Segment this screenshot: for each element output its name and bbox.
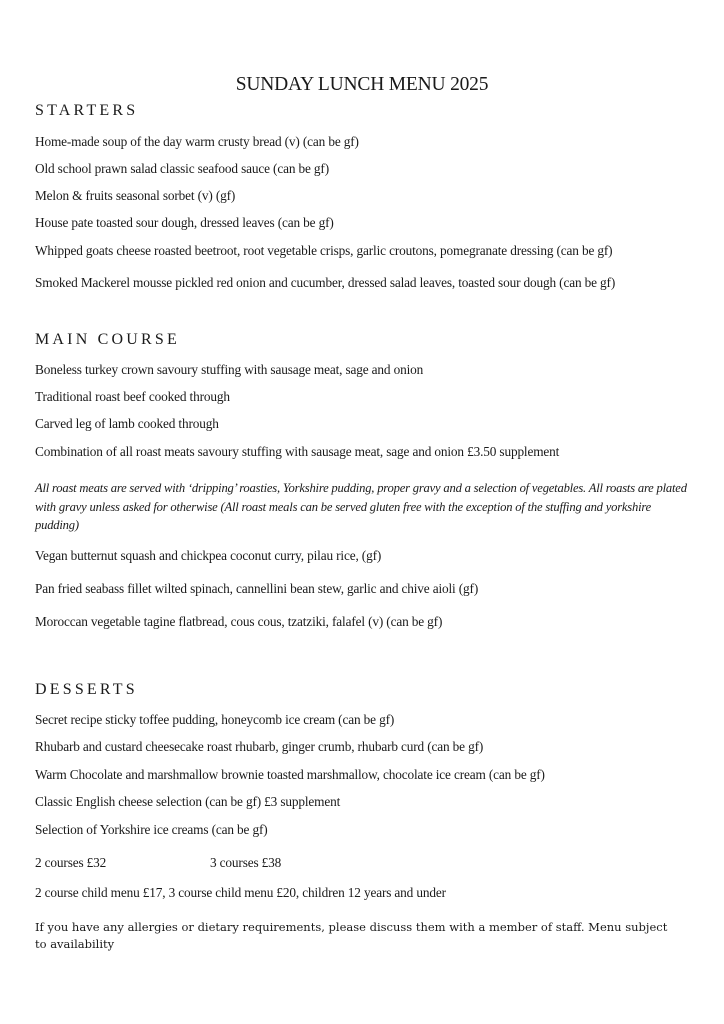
- main-course-item: Moroccan vegetable tagine flatbread, cous cous, tzatziki, falafel (v) (can be gf): [35, 614, 443, 629]
- dessert-item: Warm Chocolate and marshmallow brownie toasted marshmallow, chocolate ice cream (can be gf): [35, 767, 545, 782]
- main-course-item: Combination of all roast meats savoury stuffing with sausage meat, sage and onion £3.50 supplement: [35, 444, 560, 459]
- starter-item: Home-made soup of the day warm crusty bread (v) (can be gf): [35, 134, 359, 149]
- dessert-item: Secret recipe sticky toffee pudding, honeycomb ice cream (can be gf): [35, 712, 395, 727]
- starter-item: House pate toasted sour dough, dressed leaves (can be gf): [35, 215, 334, 230]
- main-course-item: Traditional roast beef cooked through: [35, 389, 230, 404]
- price-two-courses: 2 courses £32: [35, 855, 107, 870]
- main-course-item: Vegan butternut squash and chickpea coconut curry, pilau rice, (gf): [35, 548, 382, 563]
- main-course-item: Carved leg of lamb cooked through: [35, 416, 219, 431]
- desserts-heading: DESSERTS: [35, 681, 138, 698]
- allergy-notice: If you have any allergies or dietary requirements, please discuss them with a member of staff. Menu subject to availability: [35, 920, 668, 951]
- starter-item: Whipped goats cheese roasted beetroot, root vegetable crisps, garlic croutons, pomegranate dressing (can be gf): [35, 243, 613, 258]
- main-course-item: Boneless turkey crown savoury stuffing with sausage meat, sage and onion: [35, 362, 424, 377]
- dessert-item: Classic English cheese selection (can be gf) £3 supplement: [35, 794, 341, 809]
- starters-heading: STARTERS: [35, 102, 139, 119]
- starter-item: Smoked Mackerel mousse pickled red onion and cucumber, dressed salad leaves, toasted sour dough (can be gf): [35, 275, 616, 290]
- starter-item: Melon & fruits seasonal sorbet (v) (gf): [35, 188, 236, 203]
- dessert-item: Rhubarb and custard cheesecake roast rhubarb, ginger crumb, rhubarb curd (can be gf): [35, 739, 484, 754]
- main-course-item: Pan fried seabass fillet wilted spinach, cannellini bean stew, garlic and chive aioli (gf): [35, 581, 479, 596]
- starter-item: Old school prawn salad classic seafood sauce (can be gf): [35, 161, 329, 176]
- roast-note: All roast meats are served with ‘dripping’ roasties, Yorkshire pudding, proper gravy and a selection of vegetables. All roasts are plated with gravy unless asked for otherwise (All roast meals can be served gluten free with the exception of the stuffing and yorkshire pudding): [35, 481, 687, 532]
- page-title: SUNDAY LUNCH MENU 2025: [235, 74, 489, 95]
- price-three-courses: 3 courses £38: [210, 855, 282, 870]
- main-course-heading: MAIN COURSE: [35, 331, 180, 348]
- dessert-item: Selection of Yorkshire ice creams (can be gf): [35, 822, 268, 837]
- child-menu-price: 2 course child menu £17, 3 course child menu £20, children 12 years and under: [35, 885, 446, 900]
